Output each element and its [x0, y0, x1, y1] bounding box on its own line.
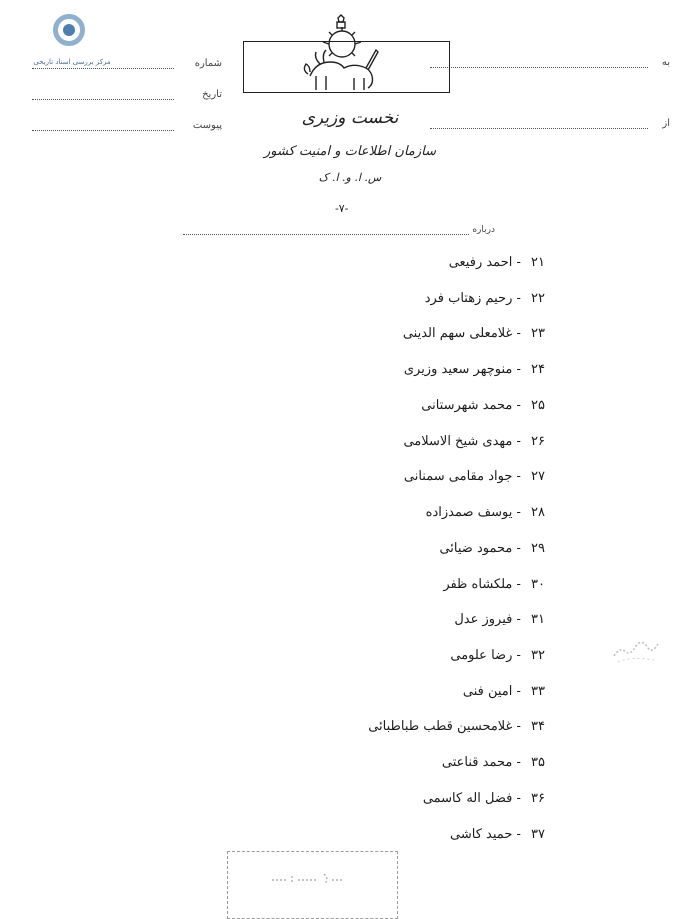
subject-dots — [183, 234, 469, 235]
date-label: تاریخ — [202, 89, 222, 100]
list-item: ۲۹ - محمود ضیائی — [439, 541, 545, 556]
list-item-number: ۲۸ — [531, 505, 545, 520]
list-item-number: ۳۶ — [531, 791, 545, 806]
faded-handwritten-mark — [610, 636, 662, 666]
list-item-name: امین فنی — [462, 684, 513, 699]
list-item: ۳۷ - حمید کاشی — [450, 827, 545, 842]
to-label: به — [661, 57, 670, 68]
list-item: ۳۰ - ملکشاه ظفر — [443, 577, 545, 592]
list-item-number: ۲۵ — [531, 398, 545, 413]
number-dots — [32, 68, 174, 69]
list-item-name: محمد قناعتی — [441, 755, 513, 770]
attachment-dots — [32, 130, 174, 131]
attachment-field — [32, 120, 222, 138]
list-item-number: ۲۴ — [531, 362, 545, 377]
from-field — [430, 118, 670, 136]
lion-and-sun-emblem-icon — [296, 14, 386, 104]
list-item-number: ۲۱ — [531, 255, 545, 270]
list-item-name: جواد مقامی سمنانی — [403, 469, 513, 484]
faded-stamp-mark — [268, 868, 348, 890]
list-item-number: ۲۳ — [531, 326, 545, 341]
list-item-name: محمد شهرستانی — [421, 398, 513, 413]
list-item-name: غلامحسین قطب طباطبائی — [368, 719, 513, 734]
date-dots — [32, 99, 174, 100]
list-item: ۲۱ - احمد رفیعی — [448, 255, 545, 270]
list-item-number: ۳۳ — [531, 684, 545, 699]
organization-title: سازمان اطلاعات و امنیت کشور — [263, 144, 437, 159]
list-item-name: رحیم زهتاب فرد — [424, 291, 513, 306]
list-item-number: ۲۹ — [531, 541, 545, 556]
list-item-name: یوسف صمدزاده — [425, 505, 513, 520]
to-dots — [430, 67, 648, 68]
list-item-name: فضل اله کاسمی — [422, 791, 513, 806]
list-item: ۳۶ - فضل اله کاسمی — [422, 791, 545, 806]
list-item-name: مهدی شیخ الاسلامی — [403, 434, 513, 449]
organization-code: س. ا. و. ا. ک — [318, 171, 382, 184]
list-item-name: فیروز عدل — [454, 612, 513, 627]
archive-logo-text: مرکز بررسی اسناد تاریخی — [33, 58, 111, 66]
number-label: شماره — [194, 58, 222, 69]
to-field — [430, 57, 670, 75]
list-item: ۳۵ - محمد قناعتی — [441, 755, 545, 770]
list-item-number: ۳۲ — [531, 648, 545, 663]
list-item: ۳۱ - فیروز عدل — [454, 612, 545, 627]
list-item: ۲۴ - منوچهر سعید وزیری — [403, 362, 545, 377]
list-item: ۲۳ - غلامعلی سهم الدینی — [402, 326, 545, 341]
date-field — [32, 89, 222, 107]
list-item: ۲۶ - مهدی شیخ الاسلامی — [403, 434, 545, 449]
from-dots — [430, 128, 648, 129]
list-item: ۳۳ - امین فنی — [462, 684, 545, 699]
list-item-number: ۳۱ — [531, 612, 545, 627]
list-item-name: حمید کاشی — [450, 827, 513, 842]
subject-field — [183, 225, 495, 239]
list-item: ۲۵ - محمد شهرستانی — [421, 398, 545, 413]
list-item: ۲۷ - جواد مقامی سمنانی — [403, 469, 545, 484]
office-title: نخست وزیری — [301, 108, 399, 128]
list-item-number: ۳۰ — [531, 577, 545, 592]
archive-logo-icon — [53, 14, 85, 46]
list-item-number: ۲۲ — [531, 291, 545, 306]
list-item-number: ۳۵ — [531, 755, 545, 770]
list-item-number: ۲۷ — [531, 469, 545, 484]
attachment-label: پیوست — [192, 120, 222, 131]
page-number: -۷- — [335, 202, 349, 215]
list-item-number: ۲۶ — [531, 434, 545, 449]
subject-label: درباره — [472, 225, 495, 235]
list-item: ۳۴ - غلامحسین قطب طباطبائی — [368, 719, 545, 734]
list-item-name: غلامعلی سهم الدینی — [402, 326, 513, 341]
list-item-number: ۳۷ — [531, 827, 545, 842]
list-item-name: ملکشاه ظفر — [443, 577, 513, 592]
list-item-name: رضا علومی — [450, 648, 513, 663]
list-item: ۳۲ - رضا علومی — [450, 648, 545, 663]
list-item-name: منوچهر سعید وزیری — [403, 362, 513, 377]
from-label: از — [662, 118, 670, 129]
list-item-name: احمد رفیعی — [448, 255, 513, 270]
list-item-name: محمود ضیائی — [439, 541, 513, 556]
number-field — [32, 58, 222, 76]
list-item: ۲۲ - رحیم زهتاب فرد — [424, 291, 545, 306]
list-item-number: ۳۴ — [531, 719, 545, 734]
list-item: ۲۸ - یوسف صمدزاده — [425, 505, 545, 520]
